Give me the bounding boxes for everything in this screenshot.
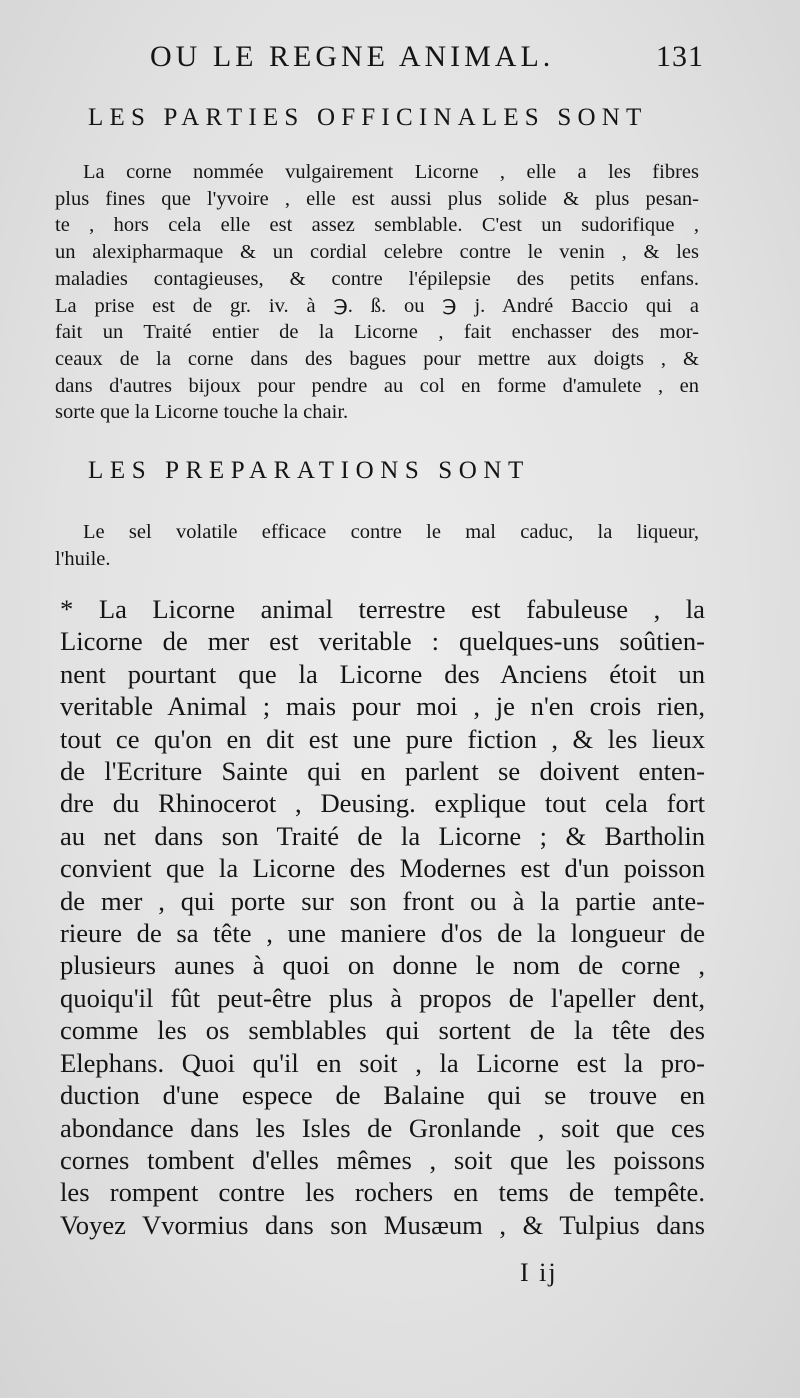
text-line: * La Licorne animal terrestre est fabuleuse , la	[60, 594, 705, 624]
page-number: 131	[656, 40, 704, 73]
text-line: au net dans son Traité de la Licorne ; & Bartholin	[60, 820, 705, 851]
text-line: ceaux de la corne dans des bagues pour mettre aux doigts , &	[55, 347, 699, 370]
text-line: veritable Animal ; mais pour moi , je n'en crois rien,	[60, 691, 705, 722]
text-line: nent pourtant que la Licorne des Anciens étoit un	[60, 658, 705, 689]
text-line: La prise est de gr. iv. à ℈. ß. ou ℈ j. André Baccio qui a	[55, 294, 699, 317]
paragraph-preparations	[55, 519, 699, 572]
paragraph-note	[60, 593, 705, 1241]
text-line: duction d'une espece de Balaine qui se trouve en	[60, 1080, 705, 1111]
text-line: plus fines que l'yvoire , elle est aussi plus solide & plus pesan-	[55, 187, 699, 210]
text-line: plusieurs aunes à quoi on donne le nom de corne ,	[60, 950, 705, 981]
text-line: de l'Ecriture Sainte qui en parlent se doivent enten-	[60, 756, 705, 787]
text-line: fait un Traité entier de la Licorne , fait enchasser des mor-	[55, 321, 699, 344]
running-head	[150, 40, 710, 80]
text-line: quoiqu'il fût peut-être plus à propos de l'apeller dent,	[60, 982, 705, 1013]
text-line: les rompent contre les rochers en tems de tempête.	[60, 1177, 705, 1208]
text-line: La corne nommée vulgairement Licorne , elle a les fibres	[83, 161, 699, 183]
paragraph-officinal	[55, 159, 699, 426]
text-line: Licorne de mer est veritable : quelques-uns soûtien-	[60, 626, 705, 657]
text-line: te , hors cela elle est assez semblable. C'est un sudorifique ,	[55, 214, 699, 237]
text-line: Voyez Vvormius dans son Musæum , & Tulpius dans	[60, 1209, 705, 1240]
text-line: Le sel volatile efficace contre le mal caduc, la liqueur,	[83, 521, 699, 543]
text-line: convient que la Licorne des Modernes est d'un poisson	[60, 853, 705, 884]
text-line: sorte que la Licorne touche la chair.	[55, 401, 349, 424]
section-heading-preparations: LES PREPARATIONS SONT	[88, 457, 530, 484]
text-line: dre du Rhinocerot , Deusing. explique tout cela fort	[60, 788, 705, 819]
text-line: un alexipharmaque & un cordial celebre contre le venin , & les	[55, 241, 699, 264]
text-line: abondance dans les Isles de Gronlande , soit que ces	[60, 1112, 705, 1143]
text-line: cornes tombent d'elles mêmes , soit que les poissons	[60, 1144, 705, 1175]
text-line: rieure de sa tête , une maniere d'os de la longueur de	[60, 918, 705, 949]
text-line: tout ce qu'on en dit est une pure fiction , & les lieux	[60, 723, 705, 754]
text-line: l'huile.	[55, 547, 111, 570]
text-line: Elephans. Quoi qu'il en soit , la Licorne est la pro-	[60, 1047, 705, 1078]
text-line: comme les os semblables qui sortent de la tête des	[60, 1015, 705, 1046]
catchword: I ij	[520, 1258, 558, 1287]
text-line: maladies contagieuses, & contre l'épilepsie des petits enfans.	[55, 267, 699, 290]
running-title: OU LE REGNE ANIMAL.	[150, 40, 555, 73]
text-line: dans d'autres bijoux pour pendre au col en forme d'amulete , en	[55, 374, 699, 397]
section-heading-officinal: LES PARTIES OFFICINALES SONT	[88, 104, 648, 131]
text-line: de mer , qui porte sur son front ou à la partie ante-	[60, 885, 705, 916]
